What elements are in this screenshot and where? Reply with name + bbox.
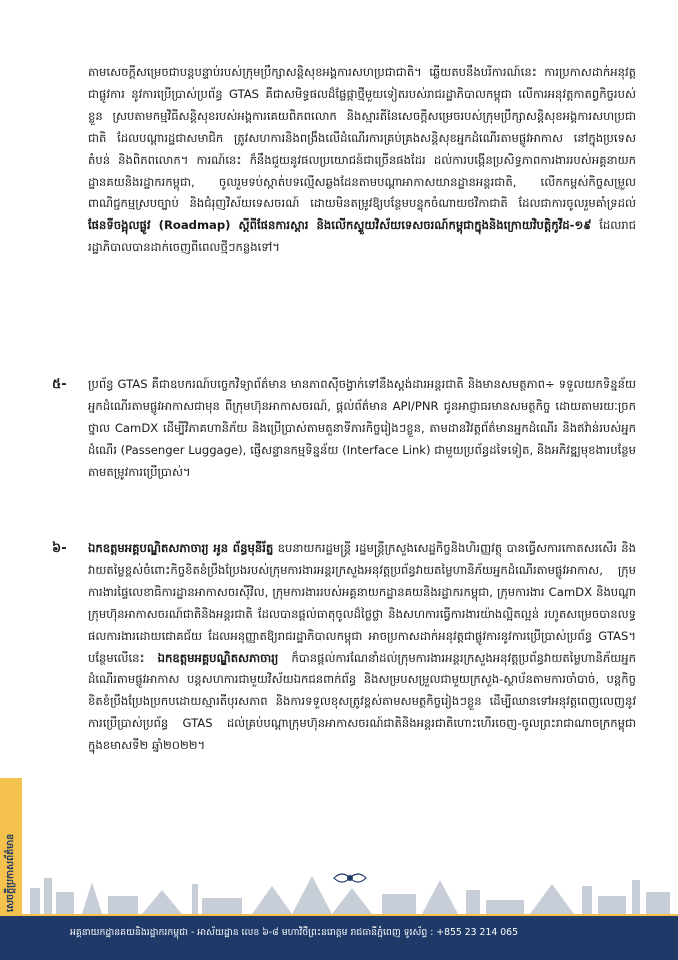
item-number: ៦- xyxy=(52,541,67,556)
roadmap-title: ផែនទីចង្អុលផ្លូវ (Roadmap) ស្តីពីផែនការស្តារ និងលើកស្ទួយវិស័យទេសចរណ៍កម្ពុជាក្នុងនិងក្រោយវិបត្តិកូវីដ-១៩ xyxy=(88,218,592,233)
item-text-tail: ក៏បានផ្តល់ការណែនាំដល់ក្រុមការងារអន្តរក្រសួងអនុវត្តប្រព័ន្ធវាយតម្លៃហានិភ័យអ្នកដំណើរតាមផ្លូវអាកាស បន្តសហការជាមួយវិស័យឯកជនពាក់ព័ន្ធ និងសម្របសម្រួលជាមួយក្រសួង-ស្ថាប័នតាមការចាំបាច់, បន្តកិច្ចខិតខំប្រឹងប្រែងប្រកបដោយស្មារតីបុរសភាព និងការទទួលខុសត្រូវខ្ពស់តាមសមត្ថកិច្ចរៀងៗខ្លួន ដើម្បីឈានទៅអនុវត្តពេញលេញនូវការប្រើប្រាស់ប្រព័ន្ធ GTAS ដល់គ្រប់បណ្តាក្រុមហ៊ុនអាកាសចរណ៍ជាតិនិងអន្តរជាតិហោះហើរចេញ-ចូលព្រះរាជាណាចក្រកម្ពុជា ក្នុងខមាសទី២ ឆ្នាំ២០២២។ xyxy=(88,650,636,753)
intro-tail: ដែលរាជរដ្ឋាភិបាលបានដាក់ចេញពីពេលថ្មីៗកន្លងទៅ។ xyxy=(88,218,637,255)
item-number: ៥- xyxy=(52,377,67,392)
sidebar-label: សេចក្តីប្រកាសព័ត៌មាន xyxy=(5,833,16,912)
ornament-icon xyxy=(334,874,366,882)
official-name: ឯកឧត្តមអគ្គបណ្ឌិតសភាចារ្យ អូន ព័ន្ធមុនីរ័ត្ន xyxy=(88,541,274,555)
item-text: ប្រព័ន្ធ GTAS គឺជាឧបករណ៍បច្ចេកវិទ្យាព័ត៌មាន មានភាពស៊ីចង្វាក់ទៅនឹងស្តង់ដារអន្តរជាតិ និងមានសមត្ថភាព÷ ទទួលយកទិន្នន័យអ្នកដំណើរតាមផ្លូវអាកាសជាមុន ពីក្រុមហ៊ុនអាកាសចរណ៍, ផ្តល់ព័ត៌មាន API/PNR ជូនអាជ្ញាធរមានសមត្ថកិច្ច ដោយតាមរយៈច្រកថ្នាល CamDX ដើម្បីវិភាគហានិភ័យ និងប្រើប្រាស់តាមតួនាទីភារកិច្ចរៀងៗខ្លួន, តាមដានវិវត្តព័ត៌មានអ្នកដំណើរ និងឥវ៉ាន់របស់អ្នកដំណើរ (Passenger Luggage), ផ្ញើសន្ទានកម្មទិន្នន័យ (Interface Link) ជាមួយប្រព័ន្ធដទៃទៀត, និងអភិវឌ្ឍមុខងារបន្ថែមតាមតម្រូវការប្រើប្រាស់។ xyxy=(88,377,636,479)
item-text: ឧបនាយករដ្ឋមន្ត្រី រដ្ឋមន្ត្រីក្រសួងសេដ្ឋកិច្ចនិងហិរញ្ញវត្ថុ បានធ្វើសការកោតសរសើរ និងវាយតម្លៃខ្ពស់ចំពោះកិច្ចខិតខំប្រឹងប្រែងរបស់ក្រុមការងារអន្តរក្រសួងអនុវត្តប្រព័ន្ធវាយតម្លៃហានិភ័យអ្នកដំណើរតាមផ្លូវអាកាស, ក្រុមការងារផ្ទៃលេខាធិការដ្ឋានអាកាសចរស៊ីវិល, ក្រុមការងាររបស់អគ្គនាយកដ្ឋានគយនិងរដ្ឋាករកម្ពុជា, ក្រុមការងារ CamDX និងបណ្តាក្រុមហ៊ុនអាកាសចរណ៍ជាតិនិងអន្តរជាតិ ដែលបានផ្តល់ធាតុចូលដ៏ថ្លៃថ្លា និងសហការធ្វើការងារយ៉ាងល្អិតល្អន់ រហូតសម្រេចបានលទ្ធផលការងារដោយជោគជ័យ ដែលអនុញ្ញាតឱ្យរាជរដ្ឋាភិបាលកម្ពុជា អាចប្រកាសដាក់អនុវត្តជាផ្លូវការនូវការប្រើប្រាស់ប្រព័ន្ធ GTAS។ បន្ថែមលើនេះ xyxy=(88,541,637,665)
intro-text: តាមសេចក្តីសម្រេចជាបន្តបន្ទាប់របស់ក្រុមប្រឹក្សាសន្តិសុខអង្គការសហប្រជាជាតិ។ ឆ្លើយតបនឹងបរិការណ៍នេះ ការប្រកាសដាក់អនុវត្តជាផ្លូវការ នូវការប្រើប្រាស់ប្រព័ន្ធ GTAS គឺជាសមិទ្ធផលដ៏ផ្លែផ្កាថ្មីមួយទៀតរបស់រាជរដ្ឋាភិបាលកម្ពុជា លើការអនុវត្តកាតព្វកិច្ចរបស់ខ្លួន ស្របតាមកម្មវិធីសន្តិសុខរបស់អង្គការគេយពិភពលោក និងស្មារតីនៃសេចក្តីសម្រេចរបស់ក្រុមប្រឹក្សាសន្តិសុខអង្គការសហប្រជាជាតិ ដែលបណ្តារដ្ឋជាសមាជិក ត្រូវសហការនិងពង្រឹងលើដំណើរការគ្រប់គ្រងសន្តិសុខអ្នកដំណើរតាមផ្លូវអាកាស នៅក្នុងប្រទេស តំបន់ និងពិភពលោក។ ការណ៍នេះ ក៏នឹងជួយនូវផលប្រយោជន៍ជាច្រើនផងដែរ ដល់ការបង្កើនប្រសិទ្ធភាពការងាររបស់អគ្គនាយកដ្ឋានគយនិងរដ្ឋាករកម្ពុជា, ចូលរួមទប់ស្កាត់បទល្មើសឆ្លងដែនតាមបណ្តាអាកាសយានដ្ឋានអន្តរជាតិ, លើកកម្ពស់កិច្ចសម្រួលពាណិជ្ជកម្មស្របច្បាប់ និងជំរុញវិស័យទេសចរណ៍ ដោយមិនតម្រូវឱ្យបន្ថែមបន្ទុកចំណាយថវិកាជាតិ ដែលជាការចូលរួមគាំទ្រដល់ xyxy=(88,65,636,211)
skyline-illustration xyxy=(30,876,670,914)
footer-address: អគ្គនាយកដ្ឋានគយនិងរដ្ឋាករកម្ពុជា - អាស័យដ្ឋាន លេខ ៦-៨ មហាវិថីព្រះនរោត្តម រាជធានីភ្នំពេញ ទូរស័ព្ទ : +855 23 214 065 xyxy=(70,927,518,938)
list-item-6 xyxy=(52,538,637,757)
official-title: ឯកឧត្តមអគ្គបណ្ឌិតសភាចារ្យ xyxy=(157,650,279,665)
skyline-decoration xyxy=(22,868,678,914)
list-item-5 xyxy=(52,374,636,484)
intro-paragraph xyxy=(88,62,636,259)
